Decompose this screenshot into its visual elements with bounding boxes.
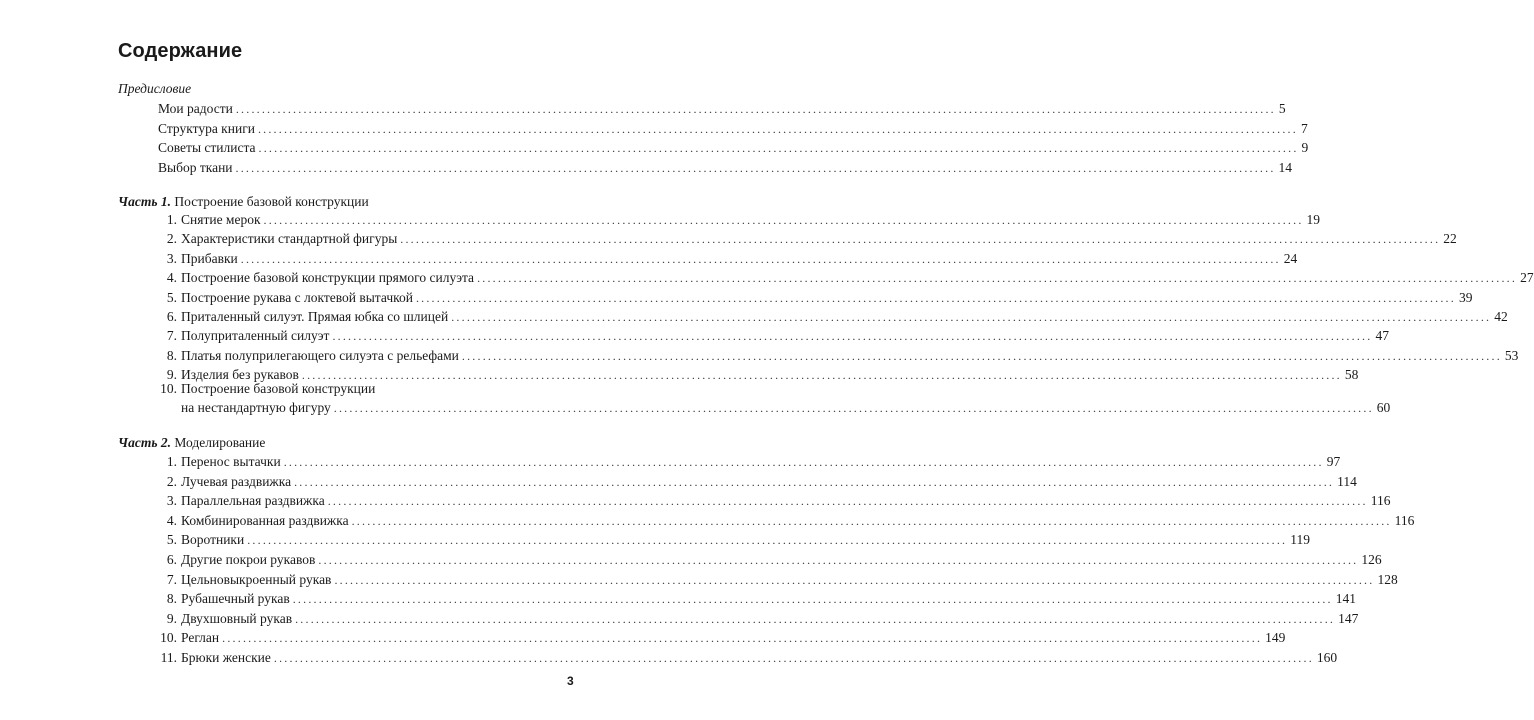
leader-dots: ........................................................................................................................................................................................................: [247, 533, 1288, 548]
entry-number: 2.: [166, 473, 177, 489]
entry-title: Структура книги: [158, 120, 255, 136]
page-ref: 126: [1361, 552, 1382, 567]
page-title: Содержание: [118, 40, 243, 62]
entry-title: Полуприталенный силуэт: [181, 328, 330, 344]
page-ref: 39: [1458, 289, 1473, 305]
toc-entry-part2-5[interactable]: [155, 531, 1310, 549]
entry-number: 9.: [166, 610, 177, 626]
entry-title: Другие покрои рукавов: [181, 552, 316, 567]
toc-entry-part1-1[interactable]: [155, 211, 1321, 229]
entry-title: Комбинированная раздвижка: [181, 512, 349, 528]
toc-entry-part1-2[interactable]: [155, 230, 1457, 248]
preface-heading: Предисловие: [118, 81, 192, 96]
page-ref: 58: [1344, 367, 1359, 383]
page-ref: 147: [1338, 610, 1359, 626]
leader-dots: ........................................................................................................................................................................................................: [415, 290, 1456, 305]
page-ref: 47: [1375, 328, 1389, 344]
page-ref: 141: [1335, 591, 1356, 607]
toc-entry-part2-10[interactable]: [155, 629, 1286, 647]
page-number: 3: [567, 674, 574, 688]
entry-number: 1.: [166, 454, 177, 469]
entry-title: Двухшовный рукав: [181, 610, 293, 626]
entry-number: 10.: [160, 630, 177, 646]
page-ref: 149: [1265, 630, 1286, 646]
entry-number: 8.: [166, 347, 177, 363]
page-ref: 22: [1443, 231, 1457, 247]
page-ref: 160: [1316, 650, 1338, 665]
leader-dots: ........................................................................................................................................................................................................: [334, 572, 1375, 587]
part2-label: Часть 2.: [118, 435, 172, 450]
page-ref: 5: [1278, 101, 1286, 116]
leader-dots: ........................................................................................................................................................................................................: [257, 121, 1298, 136]
page-ref: 116: [1370, 493, 1391, 509]
toc-entry-part1-3[interactable]: [155, 250, 1298, 268]
part1-heading: [118, 193, 576, 211]
page-ref: 114: [1337, 473, 1357, 489]
leader-dots: ........................................................................................................................................................................................................: [295, 611, 1336, 626]
entry-number: 4.: [166, 270, 177, 286]
page-ref: 24: [1283, 250, 1298, 266]
toc-entry-part1-5[interactable]: [155, 289, 1473, 307]
leader-dots: ........................................................................................................................................................................................................: [292, 592, 1333, 607]
entry-title: Воротники: [181, 532, 245, 548]
page-ref: 128: [1377, 571, 1398, 587]
leader-dots: ........................................................................................................................................................................................................: [294, 474, 1335, 489]
toc-entry-part2-6[interactable]: [155, 551, 1382, 569]
entry-title: Рубашечный рукав: [181, 591, 290, 607]
part2-heading: [118, 434, 576, 452]
part1-label: Часть 1.: [118, 194, 172, 209]
leader-dots: ........................................................................................................................................................................................................: [333, 401, 1374, 415]
entry-title: Цельновыкроенный рукав: [181, 571, 332, 587]
entry-title: Советы стилиста: [158, 140, 256, 155]
page-ref: 53: [1504, 347, 1519, 363]
part1-title: Построение базовой конструкции: [174, 194, 369, 209]
toc-entry-part1-4[interactable]: [155, 269, 1534, 287]
toc-entry-part2-4[interactable]: [155, 512, 1415, 530]
leader-dots: ........................................................................................................................................................................................................: [451, 310, 1492, 324]
entry-number: 6.: [166, 552, 177, 567]
toc-entry-part2-9[interactable]: [155, 610, 1359, 628]
leader-dots: ........................................................................................................................................................................................................: [351, 513, 1392, 528]
entry-title: Выбор ткани: [158, 159, 233, 175]
entry-number: 7.: [166, 571, 177, 587]
entry-title: Реглан: [181, 630, 220, 646]
toc-entry-part2-2[interactable]: [155, 473, 1357, 491]
toc-entry-preface-4[interactable]: [158, 159, 1293, 177]
entry-number: 9.: [166, 367, 177, 383]
page-ref: 116: [1394, 512, 1415, 528]
leader-dots: ........................................................................................................................................................................................................: [240, 251, 1281, 266]
toc-entry-part2-1[interactable]: [155, 453, 1341, 471]
leader-dots: ........................................................................................................................................................................................................: [235, 102, 1276, 116]
toc-entry-part2-8[interactable]: [155, 590, 1356, 608]
page-ref: 119: [1290, 532, 1310, 548]
toc-entry-part1-8[interactable]: [155, 347, 1519, 365]
entry-title: Лучевая раздвижка: [181, 473, 292, 489]
page-ref: 27: [1520, 270, 1534, 286]
toc-entry-part1-7[interactable]: [155, 327, 1389, 345]
page-ref: 14: [1278, 159, 1293, 175]
entry-title: Построение рукава с локтевой вытачкой: [181, 289, 413, 305]
entry-title: Мои радости: [158, 101, 233, 116]
entry-number: 7.: [166, 328, 177, 344]
leader-dots: ........................................................................................................................................................................................................: [273, 651, 1314, 665]
toc-entry-preface-2[interactable]: [158, 120, 1308, 138]
leader-dots: ........................................................................................................................................................................................................: [301, 368, 1342, 383]
leader-dots: ........................................................................................................................................................................................................: [400, 232, 1441, 247]
part2-title: Моделирование: [174, 435, 266, 450]
entry-number: 6.: [166, 309, 177, 324]
entry-title: Платья полуприлегающего силуэта с рельефами: [181, 347, 459, 363]
leader-dots: ........................................................................................................................................................................................................: [461, 348, 1502, 363]
page-ref: 97: [1326, 454, 1341, 469]
leader-dots: ........................................................................................................................................................................................................: [332, 329, 1373, 344]
leader-dots: ........................................................................................................................................................................................................: [222, 631, 1263, 646]
entry-title: Параллельная раздвижка: [181, 493, 325, 509]
leader-dots: ........................................................................................................................................................................................................: [318, 553, 1359, 567]
entry-number: 4.: [166, 512, 177, 528]
toc-entry-part1-6[interactable]: [155, 308, 1508, 326]
toc-entry-part2-7[interactable]: [155, 571, 1398, 589]
page-ref: 19: [1306, 212, 1321, 227]
entry-title: Перенос вытачки: [181, 454, 281, 469]
leader-dots: ........................................................................................................................................................................................................: [263, 213, 1304, 227]
page-ref: 42: [1494, 309, 1508, 324]
toc-entry-part1-10[interactable]: 10. Построение базовой конструкции: [160, 381, 376, 396]
toc-entry-part2-3[interactable]: [155, 492, 1391, 510]
leader-dots: ........................................................................................................................................................................................................: [258, 141, 1299, 155]
entry-number: 5.: [166, 289, 177, 305]
leader-dots: ........................................................................................................................................................................................................: [327, 494, 1368, 509]
toc-entry-preface-1[interactable]: [158, 100, 1286, 118]
entry-title: Снятие мерок: [181, 212, 261, 227]
toc-entry-preface-3[interactable]: [158, 139, 1309, 157]
entry-title: Построение базовой конструкции прямого силуэта: [181, 270, 475, 286]
entry-title: Приталенный силуэт. Прямая юбка со шлицей: [181, 309, 449, 324]
entry-number: 11.: [160, 650, 177, 665]
entry-title: Брюки женские: [181, 650, 271, 665]
entry-title: Характеристики стандартной фигуры: [181, 231, 398, 247]
entry-number: 2.: [166, 231, 177, 247]
page-ref: 60: [1376, 400, 1391, 415]
entry-title: Прибавки: [181, 250, 238, 266]
page-ref: 7: [1300, 120, 1308, 136]
toc-entry-part1-10-cont[interactable]: на нестандартную фигуру ........................................................................................................................................................................................................ 60: [181, 400, 1391, 415]
entry-number: 3.: [166, 250, 177, 266]
entry-number: 3.: [166, 493, 177, 509]
page-ref: 9: [1301, 140, 1309, 155]
leader-dots: ........................................................................................................................................................................................................: [283, 455, 1324, 469]
leader-dots: ........................................................................................................................................................................................................: [235, 160, 1276, 175]
toc-entry-part2-11[interactable]: [155, 649, 1338, 667]
entry-title: Изделия без рукавов: [181, 367, 299, 383]
entry-number: 1.: [166, 212, 177, 227]
leader-dots: ........................................................................................................................................................................................................: [477, 271, 1518, 286]
entry-number: 8.: [166, 591, 177, 607]
entry-number: 5.: [166, 532, 177, 548]
